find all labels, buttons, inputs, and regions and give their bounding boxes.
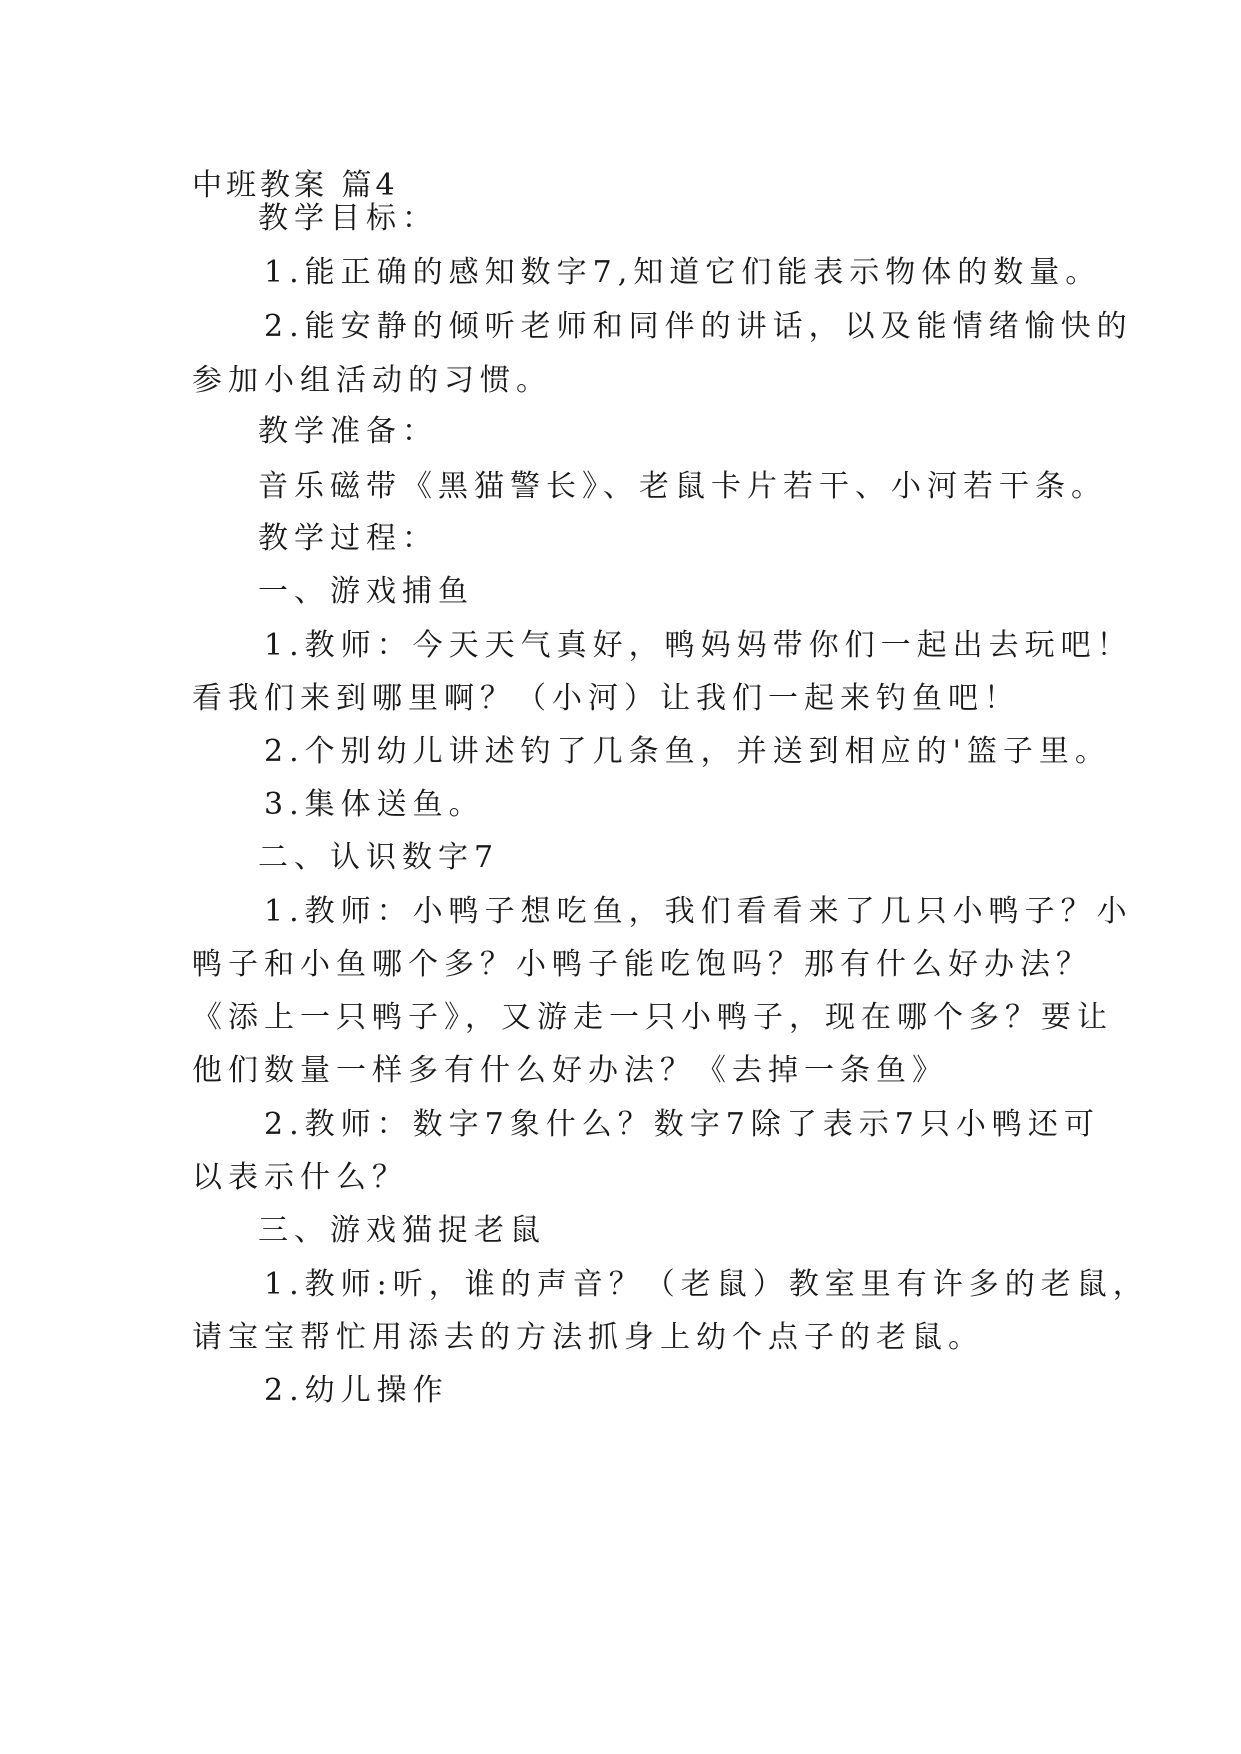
paragraph-line: 1.教师：小鸭子想吃鱼，我们看看来了几只小鸭子？小 xyxy=(264,894,1133,929)
section-heading-process: 教学过程： xyxy=(258,521,438,556)
paragraph-line: 以表示什么？ xyxy=(192,1160,408,1195)
paragraph-line: 参加小组活动的习惯。 xyxy=(192,363,552,398)
subsection-heading: 一、游戏捕鱼 xyxy=(258,574,474,609)
paragraph-line: 2.教师：数字7象什么？数字7除了表示7只小鸭还可 xyxy=(264,1107,1100,1142)
subsection-heading: 三、游戏猫捉老鼠 xyxy=(258,1213,546,1248)
document-title: 中班教案 篇4 xyxy=(192,168,399,203)
paragraph-line: 2.幼儿操作 xyxy=(264,1373,449,1408)
paragraph-line: 3.集体送鱼。 xyxy=(264,787,485,822)
paragraph-line: 他们数量一样多有什么好办法？《去掉一条鱼》 xyxy=(192,1053,948,1088)
paragraph-line: 2.个别幼儿讲述钓了几条鱼，并送到相应的'篮子里。 xyxy=(264,734,1111,769)
paragraph-line: 1.教师：今天天气真好，鸭妈妈带你们一起出去玩吧！ xyxy=(264,628,1133,663)
section-heading-objectives: 教学目标： xyxy=(258,201,438,236)
paragraph-line: 鸭子和小鱼哪个多？小鸭子能吃饱吗？那有什么好办法？ xyxy=(192,947,1092,982)
paragraph-line: 请宝宝帮忙用添去的方法抓身上幼个点子的老鼠。 xyxy=(192,1320,984,1355)
paragraph-line: 1.能正确的感知数字7,知道它们能表示物体的数量。 xyxy=(264,255,1102,290)
paragraph-line: 音乐磁带《黑猫警长》、老鼠卡片若干、小河若干条。 xyxy=(258,469,1107,504)
subsection-heading: 二、认识数字7 xyxy=(258,840,500,875)
paragraph-line: 2.能安静的倾听老师和同伴的讲话，以及能情绪愉快的 xyxy=(264,309,1133,344)
section-heading-preparation: 教学准备： xyxy=(258,414,438,449)
paragraph-line: 看我们来到哪里啊？（小河）让我们一起来钓鱼吧！ xyxy=(192,681,1020,716)
paragraph-line: 1.教师:听，谁的声音？（老鼠）教室里有许多的老鼠， xyxy=(264,1267,1149,1302)
paragraph-line: 《添上一只鸭子》，又游走一只小鸭子，现在哪个多？要让 xyxy=(192,1000,1113,1035)
